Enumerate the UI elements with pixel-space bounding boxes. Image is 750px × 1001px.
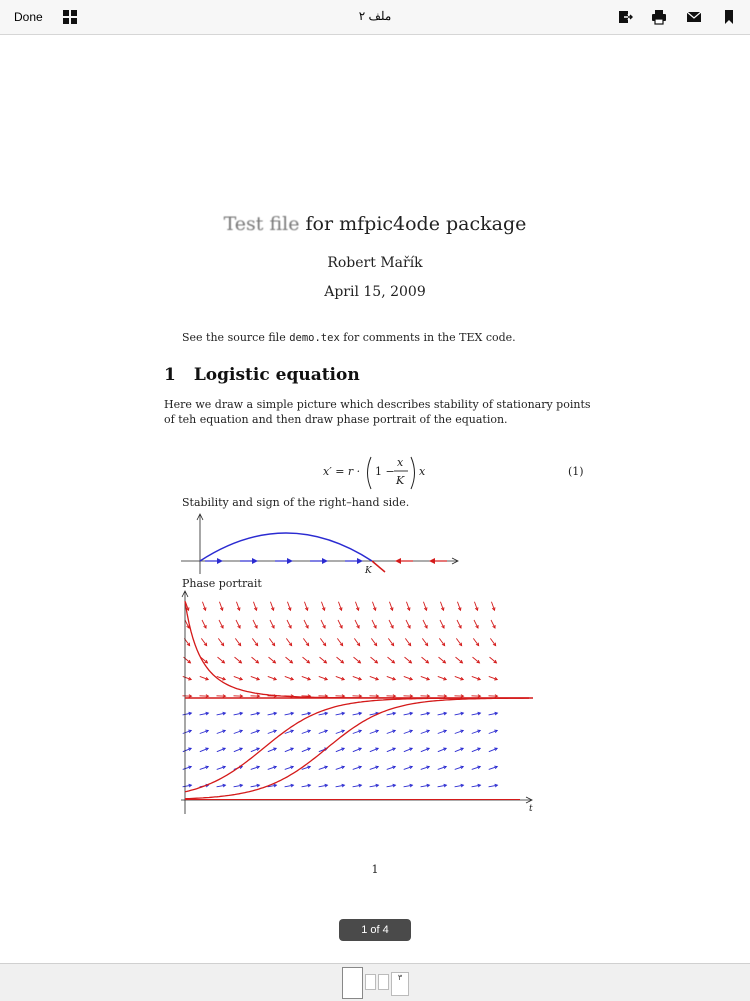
equation-left-paren	[368, 457, 372, 489]
document-title: ملف ٢	[0, 9, 750, 23]
title-blurred-part: Test file	[224, 213, 300, 235]
thumbnail-page-3[interactable]	[378, 974, 389, 990]
thumbnail-page-2[interactable]	[365, 974, 376, 990]
document-title-heading	[0, 213, 750, 235]
solution-curve-very-low	[185, 698, 529, 799]
equation-frac-den: K	[395, 474, 405, 487]
share-icon[interactable]	[617, 9, 633, 25]
section-heading	[164, 365, 360, 385]
stability-arrow-head	[217, 558, 223, 564]
source-line-before: See the source file	[182, 331, 289, 344]
equation	[0, 453, 750, 493]
thumbnail-page-1[interactable]	[342, 967, 363, 999]
stability-arrow-head	[357, 558, 363, 564]
source-line-after: for comments in the TEX code.	[340, 331, 516, 344]
field-arrow	[371, 657, 378, 663]
stability-curve-blue	[200, 533, 372, 561]
stability-k-label: K	[364, 566, 373, 576]
field-arrow	[252, 657, 259, 663]
equation-rhs: x	[419, 465, 426, 478]
stability-arrow-head	[429, 558, 435, 564]
field-arrow	[473, 657, 480, 663]
phase-portrait-plot	[175, 588, 545, 818]
paragraph: Here we draw a simple picture which describes stability of stationary points of teh equation and then draw phase portrait of the equation.	[164, 397, 594, 427]
thumbnail-page-4[interactable]: ٣	[391, 972, 409, 996]
equation-one-minus: 1 −	[375, 465, 395, 478]
top-toolbar	[0, 0, 750, 35]
stability-curve-red	[372, 561, 385, 572]
field-arrow	[490, 657, 497, 663]
field-arrow	[388, 657, 395, 663]
title-rest-part: for mfpic4ode package	[299, 213, 526, 235]
field-arrow	[303, 657, 310, 663]
stability-arrow-head	[322, 558, 328, 564]
done-button[interactable]: Done	[14, 10, 43, 24]
field-arrow	[286, 657, 293, 663]
field-arrow	[218, 657, 225, 663]
section-title: Logistic equation	[194, 365, 360, 385]
solution-curve-above-k	[185, 601, 529, 698]
stability-label: Stability and sign of the right–hand side.	[182, 496, 409, 509]
mail-icon[interactable]	[686, 9, 702, 25]
bookmark-icon[interactable]	[721, 9, 737, 25]
solution-curve-low	[185, 698, 529, 792]
pdf-page	[0, 35, 750, 963]
stability-plot	[175, 510, 475, 580]
equation-right-paren	[411, 457, 415, 489]
page-indicator: 1 of 4	[339, 919, 411, 941]
section-number: 1	[164, 365, 176, 385]
date: April 15, 2009	[0, 284, 750, 300]
field-arrow	[320, 657, 327, 663]
field-arrow	[439, 657, 446, 663]
equation-frac-num: x	[397, 456, 404, 469]
direction-field	[183, 602, 498, 787]
solution-curves	[185, 601, 533, 799]
field-arrow	[337, 657, 344, 663]
source-file-name: demo.tex	[289, 332, 340, 344]
field-arrow	[422, 657, 429, 663]
stability-arrow-head	[252, 558, 258, 564]
field-arrow	[456, 657, 463, 663]
field-arrow	[354, 657, 361, 663]
stability-arrow-head	[287, 558, 293, 564]
equation-lhs: x′ = r ·	[323, 465, 360, 478]
phase-t-label: t	[529, 804, 533, 814]
field-arrow	[184, 657, 191, 663]
field-arrow	[269, 657, 276, 663]
equation-number: (1)	[568, 465, 584, 478]
source-line	[182, 331, 516, 344]
print-icon[interactable]	[651, 9, 667, 25]
author: Robert Mařík	[0, 255, 750, 271]
page-number: 1	[0, 863, 750, 876]
stability-arrow-head	[395, 558, 401, 564]
thumbnail-strip	[0, 963, 750, 1001]
field-arrow	[235, 657, 242, 663]
phase-portrait-label: Phase portrait	[182, 577, 262, 590]
field-arrow	[405, 657, 412, 663]
